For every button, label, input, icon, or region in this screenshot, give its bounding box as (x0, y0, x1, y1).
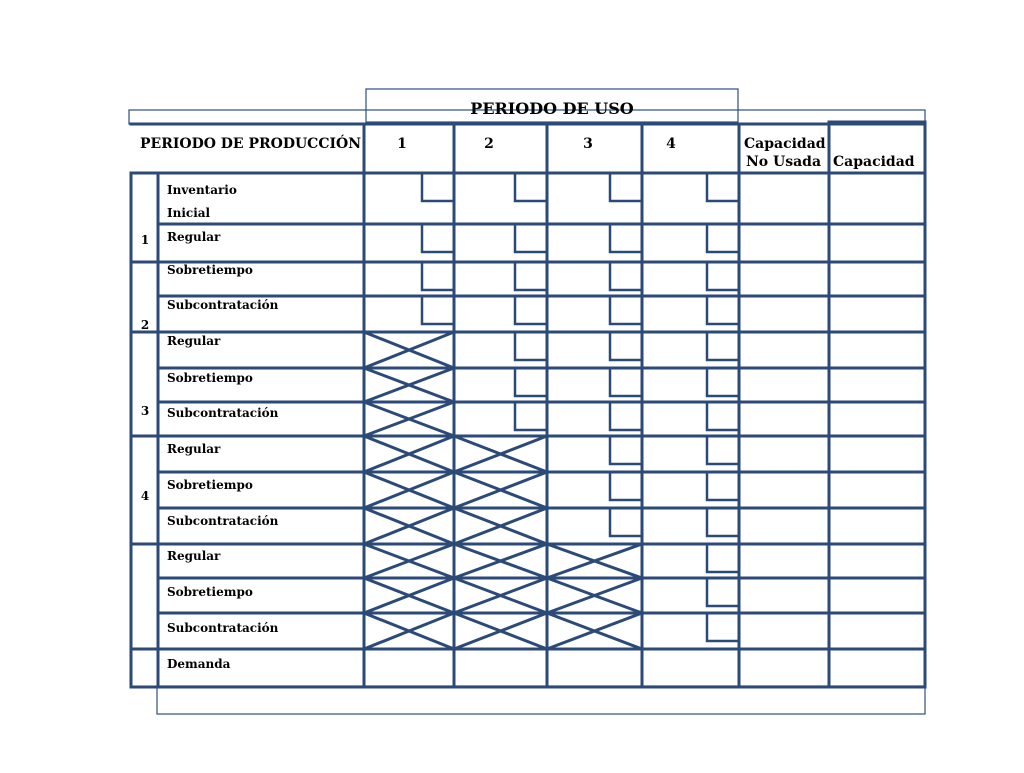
cost-corner-box (422, 296, 452, 324)
cost-corner-box (515, 368, 545, 396)
cost-corner-box (422, 262, 452, 290)
cost-corner-box (707, 262, 737, 290)
row-label-initial-inventory-line2: Inicial (167, 206, 211, 220)
cost-corner-box (610, 402, 640, 430)
use-period-4-header: 4 (666, 136, 676, 152)
cost-corner-box (610, 436, 640, 464)
cost-corner-box (610, 173, 640, 201)
cost-cells (422, 173, 737, 641)
cost-corner-box (707, 613, 737, 641)
cost-corner-box (422, 224, 452, 252)
row-label-p3-overtime: Sobretiempo (167, 478, 253, 492)
bottom-frame (157, 686, 925, 714)
cost-corner-box (707, 578, 737, 606)
row-label-initial-inventory-line1: Inventario (167, 183, 237, 197)
cost-corner-box (707, 332, 737, 360)
row-label-p4-overtime: Sobretiempo (167, 585, 253, 599)
cost-corner-box (610, 332, 640, 360)
use-period-2-header: 2 (484, 136, 494, 152)
unused-capacity-header-line1: Capacidad (744, 136, 826, 152)
production-period-header: PERIODO DE PRODUCCIÓN (140, 136, 362, 152)
cost-corner-box (610, 296, 640, 324)
cost-corner-box (707, 472, 737, 500)
cost-corner-box (707, 436, 737, 464)
cost-corner-box (707, 544, 737, 572)
cost-corner-box (515, 224, 545, 252)
table-grid (131, 122, 925, 687)
cost-corner-box (515, 296, 545, 324)
row-label-p1-regular: Regular (167, 230, 221, 244)
cost-corner-box (610, 224, 640, 252)
row-label-p1-subcontract: Subcontratación (167, 298, 279, 312)
cost-corner-box (610, 368, 640, 396)
cost-corner-box (707, 296, 737, 324)
cost-corner-box (515, 332, 545, 360)
row-label-p2-overtime: Sobretiempo (167, 371, 253, 385)
production-period-4: 4 (140, 489, 150, 503)
cost-corner-box (707, 368, 737, 396)
use-period-3-header: 3 (583, 136, 593, 152)
row-label-p3-regular: Regular (167, 442, 221, 456)
production-period-3: 3 (140, 404, 150, 418)
cost-corner-box (610, 508, 640, 536)
unused-capacity-header-line2: No Usada (746, 154, 822, 170)
row-label-p4-subcontract: Subcontratación (167, 621, 279, 635)
cost-corner-box (707, 508, 737, 536)
use-period-1-header: 1 (397, 136, 407, 152)
row-label-p3-subcontract: Subcontratación (167, 514, 279, 528)
row-label-p2-regular: Regular (167, 334, 221, 348)
cost-corner-box (610, 472, 640, 500)
cost-corner-box (707, 402, 737, 430)
crossed-cells (364, 332, 642, 649)
cost-corner-box (515, 262, 545, 290)
table-title: PERIODO DE USO (470, 99, 634, 118)
cost-corner-box (422, 173, 452, 201)
row-label-demand: Demanda (167, 657, 231, 671)
cost-corner-box (515, 402, 545, 430)
cost-corner-box (610, 262, 640, 290)
cost-corner-box (707, 224, 737, 252)
capacity-header: Capacidad (833, 154, 915, 170)
production-period-1: 1 (140, 233, 150, 247)
production-period-2: 2 (140, 318, 150, 332)
row-label-p2-subcontract: Subcontratación (167, 406, 279, 420)
row-label-p4-regular: Regular (167, 549, 221, 563)
row-label-p1-overtime: Sobretiempo (167, 263, 253, 277)
cost-corner-box (515, 173, 545, 201)
cost-corner-box (707, 173, 737, 201)
